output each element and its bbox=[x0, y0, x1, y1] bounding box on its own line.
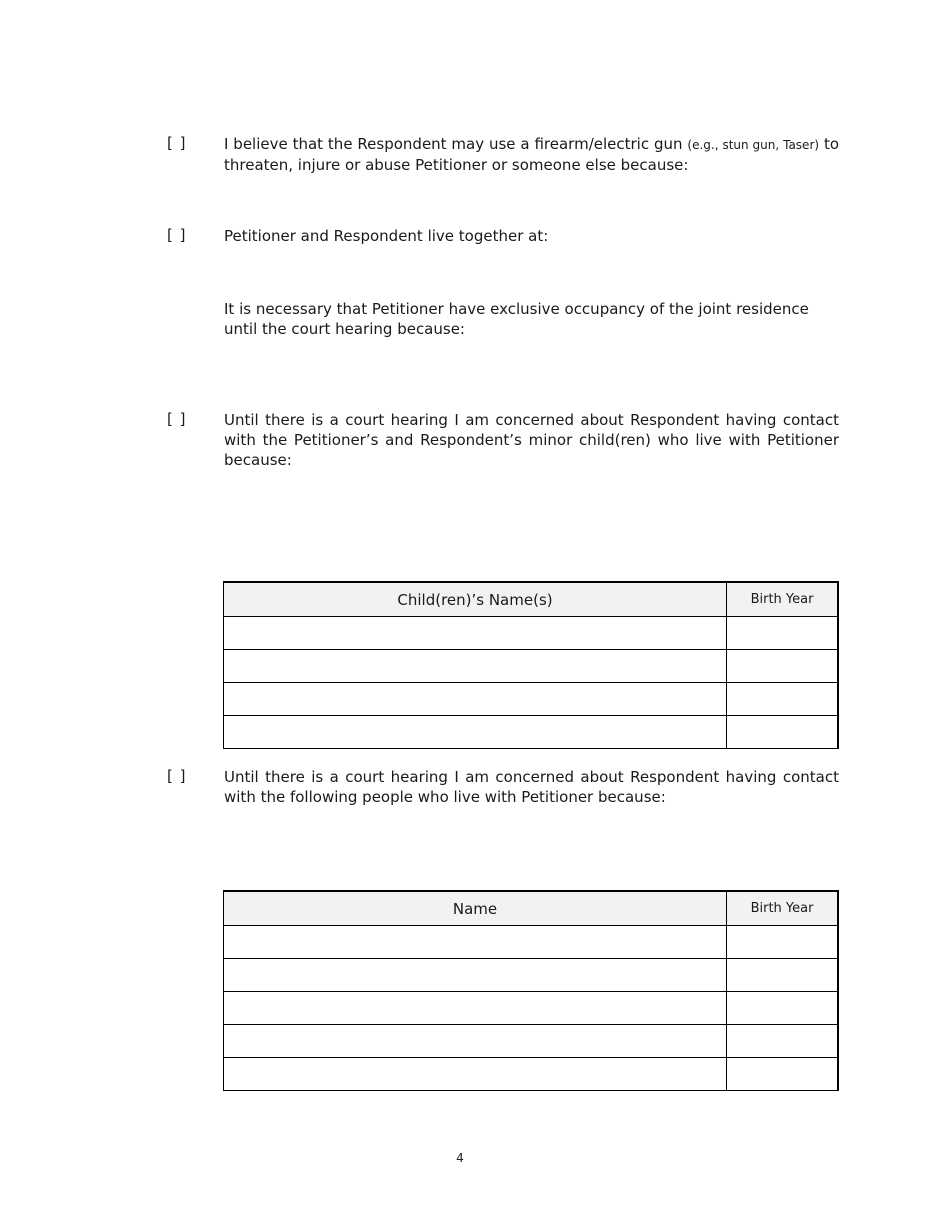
person-name-cell[interactable] bbox=[224, 1025, 727, 1058]
table-row bbox=[224, 650, 839, 683]
child-name-cell[interactable] bbox=[224, 617, 727, 650]
table-row bbox=[224, 992, 839, 1025]
children-birth-year-header: Birth Year bbox=[727, 582, 839, 617]
child-name-cell[interactable] bbox=[224, 716, 727, 749]
firearm-text-end: to threaten, injure or abuse Petitioner or someone else because: bbox=[224, 135, 840, 174]
people-contact-checkbox[interactable]: [ ] bbox=[167, 767, 187, 785]
child-birth-year-cell[interactable] bbox=[727, 617, 839, 650]
child-birth-year-cell[interactable] bbox=[727, 650, 839, 683]
firearm-checkbox[interactable]: [ ] bbox=[167, 134, 187, 152]
children-contact-checkbox[interactable]: [ ] bbox=[167, 410, 187, 428]
children-name-header: Child(ren)’s Name(s) bbox=[224, 582, 727, 617]
table-row bbox=[224, 1025, 839, 1058]
people-name-header: Name bbox=[224, 891, 727, 926]
children-contact-statement: Until there is a court hearing I am concerned about Respondent having contact with the Petitioner’s and Respondent’s minor child(ren) who live with Petitioner because: bbox=[224, 411, 839, 469]
person-birth-year-cell[interactable] bbox=[727, 926, 839, 959]
firearm-text-example: (e.g., stun gun, Taser) bbox=[687, 138, 820, 152]
table-row bbox=[224, 1058, 839, 1091]
child-name-cell[interactable] bbox=[224, 650, 727, 683]
table-row bbox=[224, 959, 839, 992]
person-name-cell[interactable] bbox=[224, 992, 727, 1025]
live-together-statement: Petitioner and Respondent live together at: bbox=[224, 227, 549, 245]
firearm-text-main: I believe that the Respondent may use a firearm/electric gun bbox=[224, 135, 683, 153]
table-row bbox=[224, 617, 839, 650]
firearm-statement bbox=[224, 134, 839, 175]
table-row bbox=[224, 683, 839, 716]
children-table bbox=[223, 581, 839, 749]
person-name-cell[interactable] bbox=[224, 959, 727, 992]
child-name-cell[interactable] bbox=[224, 683, 727, 716]
person-name-cell[interactable] bbox=[224, 926, 727, 959]
page-number: 4 bbox=[456, 1151, 464, 1165]
person-birth-year-cell[interactable] bbox=[727, 1058, 839, 1091]
people-contact-statement: Until there is a court hearing I am concerned about Respondent having contact with the following people who live with Petitioner because: bbox=[224, 768, 839, 806]
table-row bbox=[224, 716, 839, 749]
occupancy-statement: It is necessary that Petitioner have exclusive occupancy of the joint residence until the court hearing because: bbox=[224, 300, 809, 338]
person-birth-year-cell[interactable] bbox=[727, 1025, 839, 1058]
people-table bbox=[223, 890, 839, 1091]
child-birth-year-cell[interactable] bbox=[727, 683, 839, 716]
person-name-cell[interactable] bbox=[224, 1058, 727, 1091]
people-birth-year-header: Birth Year bbox=[727, 891, 839, 926]
live-together-checkbox[interactable]: [ ] bbox=[167, 226, 187, 244]
table-row bbox=[224, 926, 839, 959]
person-birth-year-cell[interactable] bbox=[727, 992, 839, 1025]
child-birth-year-cell[interactable] bbox=[727, 716, 839, 749]
person-birth-year-cell[interactable] bbox=[727, 959, 839, 992]
